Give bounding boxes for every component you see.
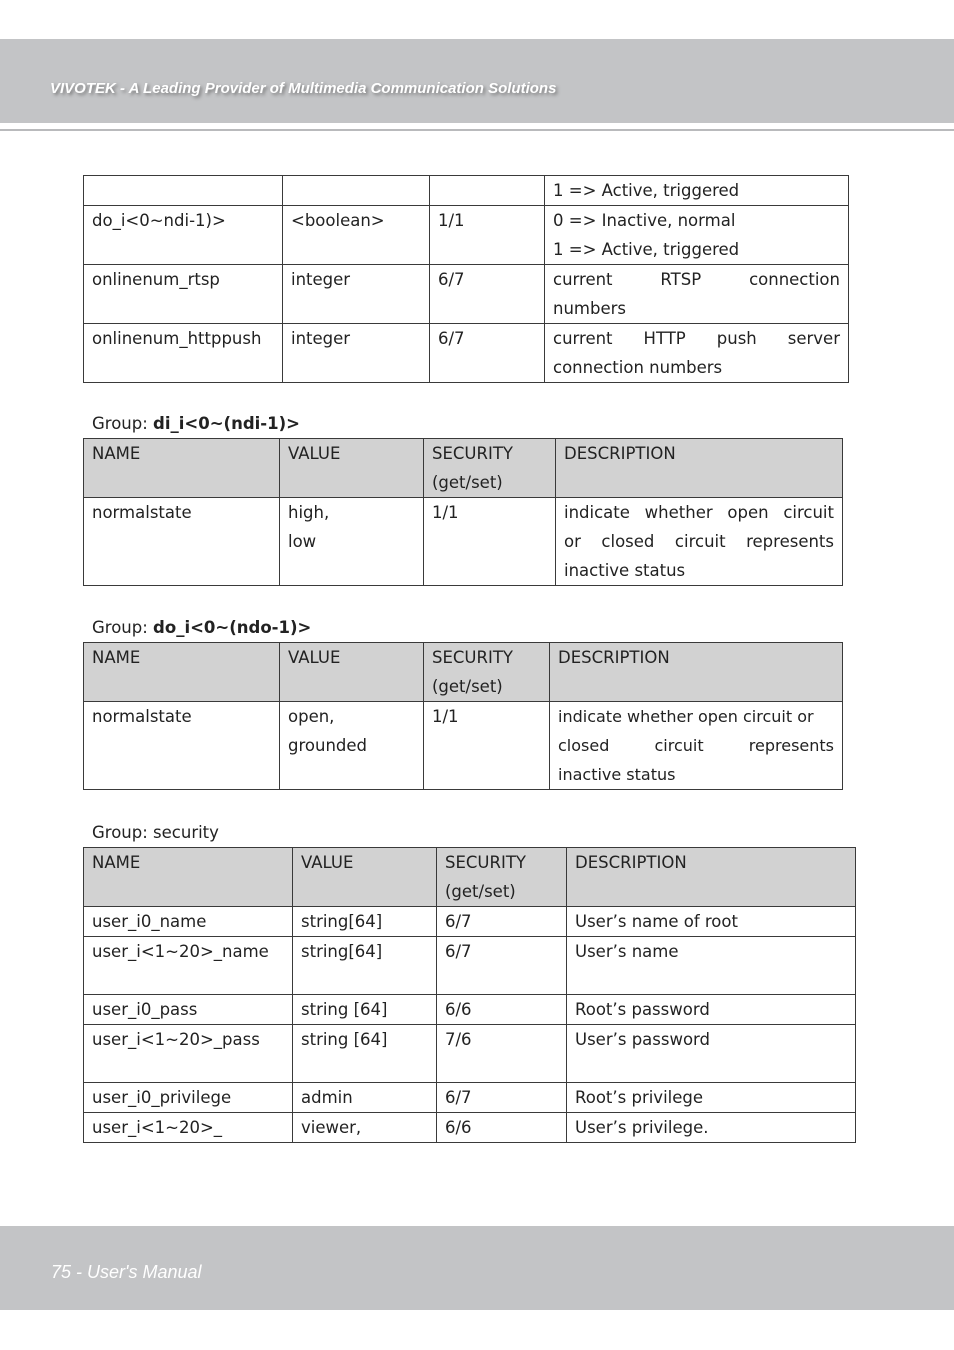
cell-value: integer — [283, 265, 430, 324]
cell-description: indicate whether open circuit or closed circuit represents inactive status — [556, 498, 843, 586]
table-row — [84, 498, 843, 586]
group-security-label: Group: security — [92, 823, 219, 842]
header-security: SECURITY (get/set) — [437, 848, 567, 907]
header-name: NAME — [84, 439, 280, 498]
table-row — [84, 995, 856, 1025]
table-row — [84, 1113, 856, 1143]
cell-security — [430, 176, 545, 206]
table-header-row — [84, 439, 843, 498]
cell-value: string[64] — [293, 937, 437, 995]
cell-security: 1/1 — [430, 206, 545, 265]
cell-name: normalstate — [84, 498, 280, 586]
cell-description: 0 => Inactive, normal 1 => Active, triggered — [545, 206, 849, 265]
header-value: VALUE — [280, 439, 424, 498]
table-row — [84, 324, 849, 383]
table-row — [84, 702, 843, 790]
table-group-di — [83, 438, 843, 586]
cell-description: User’s name — [567, 937, 856, 995]
cell-name: user_i<1~20>_name — [84, 937, 293, 995]
table-row — [84, 206, 849, 265]
cell-security: 7/6 — [437, 1025, 567, 1083]
header-name: NAME — [84, 643, 280, 702]
cell-security: 6/7 — [437, 1083, 567, 1113]
table-header-row — [84, 643, 843, 702]
table-row — [84, 1025, 856, 1083]
cell-value: <boolean> — [283, 206, 430, 265]
cell-description: User’s privilege. — [567, 1113, 856, 1143]
header-security: SECURITY (get/set) — [424, 643, 550, 702]
cell-name — [84, 176, 283, 206]
cell-value: admin — [293, 1083, 437, 1113]
cell-name: user_i<1~20>_pass — [84, 1025, 293, 1083]
cell-security: 1/1 — [424, 498, 556, 586]
table-row — [84, 937, 856, 995]
page-number-label: 75 - User's Manual — [51, 1262, 202, 1282]
cell-description: 1 => Active, triggered — [545, 176, 849, 206]
cell-name: user_i0_name — [84, 907, 293, 937]
table-row — [84, 176, 849, 206]
header-name: NAME — [84, 848, 293, 907]
group-do-label: Group: do_i<0~(ndo-1)> — [92, 618, 312, 637]
table-row — [84, 1083, 856, 1113]
cell-name: user_i0_privilege — [84, 1083, 293, 1113]
group-di-label: Group: di_i<0~(ndi-1)> — [92, 414, 300, 433]
cell-security: 1/1 — [424, 702, 550, 790]
cell-value: string[64] — [293, 907, 437, 937]
cell-security: 6/7 — [430, 265, 545, 324]
cell-value — [283, 176, 430, 206]
cell-security: 6/6 — [437, 995, 567, 1025]
cell-description: current HTTP push server connection numbers — [545, 324, 849, 383]
cell-security: 6/7 — [437, 907, 567, 937]
cell-description: User’s name of root — [567, 907, 856, 937]
cell-value: high, low — [280, 498, 424, 586]
header-value: VALUE — [293, 848, 437, 907]
cell-value: string [64] — [293, 995, 437, 1025]
cell-description: current RTSP connection numbers — [545, 265, 849, 324]
cell-name: onlinenum_rtsp — [84, 265, 283, 324]
header-description: DESCRIPTION — [550, 643, 843, 702]
cell-security: 6/7 — [430, 324, 545, 383]
header-title: VIVOTEK - A Leading Provider of Multimedia Communication Solutions — [50, 80, 557, 97]
cell-description: Root’s privilege — [567, 1083, 856, 1113]
table-group-security — [83, 847, 856, 1143]
table-row — [84, 907, 856, 937]
cell-name: onlinenum_httppush — [84, 324, 283, 383]
cell-value: string [64] — [293, 1025, 437, 1083]
cell-name: do_i<0~ndi-1)> — [84, 206, 283, 265]
header-description: DESCRIPTION — [567, 848, 856, 907]
cell-description: Root’s password — [567, 995, 856, 1025]
header-divider — [0, 129, 954, 131]
cell-description: indicate whether open circuit or closed circuit represents inactive status — [550, 702, 843, 790]
cell-description: User’s password — [567, 1025, 856, 1083]
table-group-do — [83, 642, 843, 790]
cell-value: integer — [283, 324, 430, 383]
header-description: DESCRIPTION — [556, 439, 843, 498]
header-value: VALUE — [280, 643, 424, 702]
cell-security: 6/6 — [437, 1113, 567, 1143]
cell-value: open, grounded — [280, 702, 424, 790]
table-top — [83, 175, 849, 383]
cell-value: viewer, — [293, 1113, 437, 1143]
cell-name: normalstate — [84, 702, 280, 790]
table-row — [84, 265, 849, 324]
header-security: SECURITY (get/set) — [424, 439, 556, 498]
cell-name: user_i<1~20>_ — [84, 1113, 293, 1143]
cell-security: 6/7 — [437, 937, 567, 995]
table-header-row — [84, 848, 856, 907]
cell-name: user_i0_pass — [84, 995, 293, 1025]
